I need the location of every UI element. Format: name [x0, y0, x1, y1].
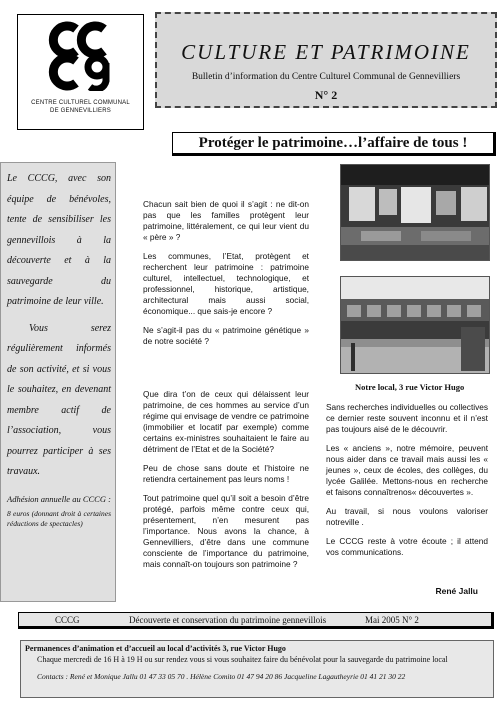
article-paragraph: Chacun sait bien de quoi il s’agit : ne dit-on pas que les familles protègent leur patrimoine, littéralement, ce qui leur vient du « père » ? — [143, 199, 309, 242]
sidebar-adhesion: Adhésion annuelle au CCCG : — [7, 493, 111, 504]
article-paragraph: Ne s’agit-il pas du « patrimoine génétique » de notre société ? — [143, 325, 309, 346]
logo-org-line2: DE GENNEVILLIERS — [50, 108, 111, 114]
logo-org-line1: CENTRE CULTUREL COMMUNAL — [31, 100, 130, 106]
sidebar-membership-text: Vous serez régulièrement informés de son activité, et si vous le souhaitez, en devenant membre actif de l’association, vous pourrez participer à ses travaux. — [7, 322, 111, 477]
article-headline: Protéger le patrimoine…l’affaire de tous ! — [172, 132, 496, 156]
building-photo-image — [341, 277, 490, 374]
article-paragraph: Que dira t’on de ceux qui délaissent leur patrimoine, de ces hommes au service d’un régime qui envisage de vendre ce patrimoine (immobilier et locatif par exemple) comme certains ex-ministres souhaitaient le faire au détriment de l’Etat et de la Société? — [143, 389, 309, 454]
footer-tagline: Découverte et conservation du patrimoine gennevillois — [129, 615, 327, 625]
footer-org: CCCG — [55, 615, 80, 625]
exhibition-photo-image — [341, 165, 490, 261]
newsletter-subtitle: Bulletin d’information du Centre Culturel Communal de Gennevilliers — [191, 72, 461, 82]
photo-caption: Notre local, 3 rue Victor Hugo — [355, 382, 465, 392]
sidebar-price: 8 euros (donnant droit à certaines réductions de spectacles) — [7, 508, 111, 528]
footer-bar — [18, 612, 494, 629]
building-photo — [340, 276, 490, 374]
exhibition-photo — [340, 164, 490, 261]
article-paragraph: Tout patrimoine quel qu’il soit a besoin d’être protégé, parfois même contre ceux qui, présentement, n’en mesurent pas l’importance. Nous avons la chance, à Gennevilliers, d’être dans une commune consciente de l’importance du patrimoine, mais connaît-on toujours son patrimoine ? — [143, 493, 309, 569]
office-hours-title: Permanences d’animation et d’accueil au local d’activités 3, rue Victor Hugo — [25, 644, 286, 653]
article-paragraph: Sans recherches individuelles ou collectives ce dernier reste souvent inconnu et il n’est pas toujours aisé de le découvrir. — [326, 402, 488, 434]
office-hours-text: Chaque mercredi de 16 H à 19 H ou sur rendez vous si vous souhaitez faire du bénévolat pour la sauvegarde du patrimoine local — [37, 655, 448, 664]
footer-date-issue: Mai 2005 N° 2 — [365, 615, 419, 625]
cccg-logo — [17, 14, 144, 130]
sidebar-intro: Le CCCG, avec son équipe de bénévoles, tente de sensibiliser les gennevillois à la découverte et à la sauvegarde du patrimoine de leur ville. — [7, 173, 111, 307]
article-column-1-top — [143, 199, 309, 355]
newsletter-header — [155, 12, 497, 108]
logo-org-name — [18, 99, 143, 115]
cccg-logo-mark — [40, 21, 120, 91]
contacts-line: Contacts : René et Monique Jallu 01 47 33 05 70 . Hélène Comito 01 47 94 20 86 Jacqueline Lagautheyrie 01 41 21 30 22 — [37, 672, 406, 681]
article-column-1-bottom — [143, 389, 309, 578]
issue-number: N° 2 — [314, 88, 338, 102]
article-column-2 — [326, 402, 488, 566]
article-paragraph: Au travail, si nous voulons valoriser notreville . — [326, 506, 488, 527]
sidebar-box — [0, 162, 116, 602]
contact-box — [20, 640, 494, 698]
article-paragraph: Le CCCG reste à votre écoute ; il attend vos communications. — [326, 536, 488, 557]
newsletter-title: CULTURE ET PATRIMOINE — [181, 40, 471, 64]
article-paragraph: Les communes, l’Etat, protègent et recherchent leur patrimoine : patrimoine culturel, intellectuel, technologique, et professionnel, historique, artistique, architectural mais aussi social, économique... que sais-je encore ? — [143, 251, 309, 316]
article-paragraph: Les « anciens », notre mémoire, peuvent nous aider dans ce travail mais aussi les « jeunes », ceux de écoles, des collèges, du lycée Galilée. Mettons-nous en recherche et faisons connaîtrenos« découvertes ». — [326, 443, 488, 497]
article-signature: René Jallu — [435, 586, 478, 596]
article-paragraph: Peu de chose sans doute et l’histoire ne retiendra certainement pas leurs noms ! — [143, 463, 309, 484]
